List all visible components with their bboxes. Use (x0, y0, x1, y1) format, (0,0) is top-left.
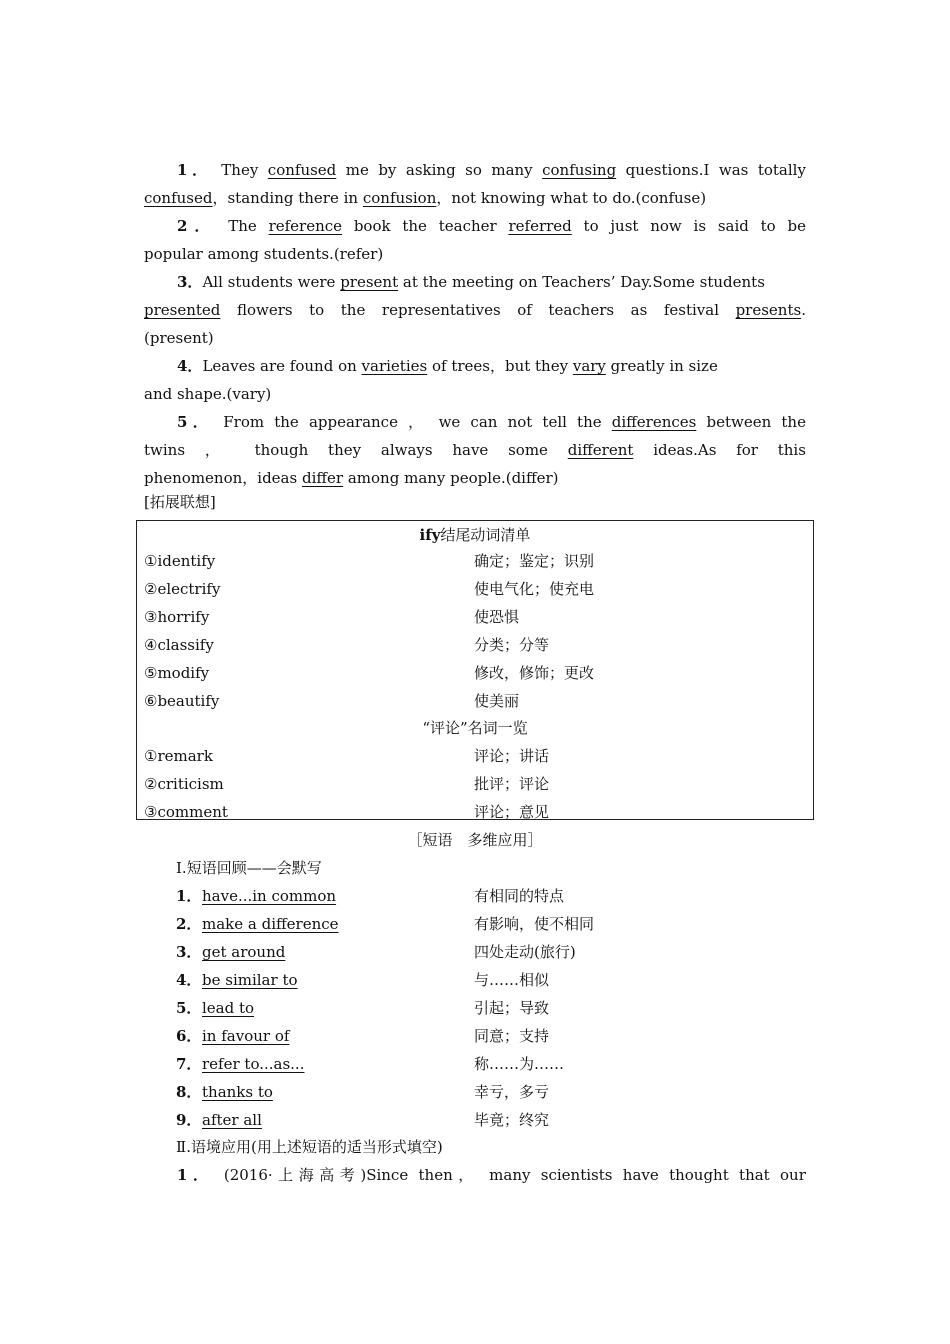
q1-line1: 1． They confused me by asking so many confusing questions.I was totally (177, 161, 806, 179)
q3-number: 3． (177, 273, 203, 291)
table-title-ify: ify结尾动词清单 (419, 526, 531, 544)
q5-line3: phenomenon，ideas differ among many people.(differ) (144, 469, 559, 487)
table-row: ①identify 确定；鉴定；识别 (144, 552, 595, 570)
table-row: ①remark 评论；讲话 (144, 747, 550, 765)
q2-line1: 2． The reference book the teacher referred to just now is said to be (177, 217, 806, 235)
q5-line1: 5． From the appearance ， we can not tell the differences between the (177, 413, 806, 431)
q3-answer-present: present (340, 273, 399, 291)
list-item: 8． thanks to 幸亏，多亏 (176, 1083, 550, 1101)
list-item: 3． get around 四处走动(旅行) (176, 943, 576, 961)
q5-answer-differences: differences (611, 413, 697, 431)
q1-answer-confusing: confusing (542, 161, 617, 179)
q5-answer-differ: differ (301, 469, 344, 487)
q3-answer-presents: presents (735, 301, 802, 319)
ify-verb-table (136, 520, 814, 820)
q1-line2: confused，standing there in confusion，not knowing what to do.(confuse) (144, 189, 707, 207)
q4-answer-varieties: varieties (361, 357, 428, 375)
q3-line2: presented flowers to the representatives of teachers as festival presents. (144, 301, 806, 319)
table-row: ③horrify 使恐惧 (144, 608, 520, 626)
list-item: 7． refer to...as... 称……为…… (176, 1055, 565, 1073)
q4-line2: and shape.(vary) (144, 385, 272, 403)
list-item: 5． lead to 引起；导致 (176, 999, 550, 1017)
part2-title: Ⅱ.语境应用(用上述短语的适当形式填空) (176, 1138, 443, 1156)
list-item: 4． be similar to 与……相似 (176, 971, 550, 989)
table-row: ④classify 分类；分等 (144, 636, 550, 654)
q3-line1: 3．All students were present at the meeting on Teachers’ Day.Some students (177, 273, 765, 291)
list-item: 1． have...in common 有相同的特点 (176, 887, 565, 905)
q2-line2: popular among students.(refer) (144, 245, 384, 263)
context-question-1: 1． (2016·上海高考)Since then， many scientists have thought that our (177, 1166, 806, 1184)
phrase-heading: ［短语 多维应用］ (407, 831, 543, 849)
table-row: ②criticism 批评；评论 (144, 775, 550, 793)
q3-answer-presented: presented (144, 301, 221, 319)
q3-line3: (present) (144, 329, 214, 347)
table-row: ⑥beautify 使美丽 (144, 692, 520, 710)
list-item: 6． in favour of 同意；支持 (176, 1027, 550, 1045)
q1-number: 1． (177, 161, 212, 179)
q4-number: 4． (177, 357, 203, 375)
list-item: 2． make a difference 有影响，使不相同 (176, 915, 595, 933)
q5-answer-different: different (567, 441, 634, 459)
table-row: ⑤modify 修改，修饰；更改 (144, 664, 595, 682)
table-row: ③comment 评论；意见 (144, 803, 550, 821)
q5-line2: twins ， though they always have some different ideas.As for this (144, 441, 806, 459)
q1-answer-confused-2: confused (144, 189, 213, 207)
q1-answer-confusion: confusion (362, 189, 437, 207)
q2-number: 2． (177, 217, 217, 235)
q2-answer-reference: reference (268, 217, 343, 235)
q5-number: 5． (177, 413, 214, 431)
list-item: 9． after all 毕竟；终究 (176, 1111, 550, 1129)
part1-title: Ⅰ.短语回顾——会默写 (176, 859, 322, 877)
table-row: ②electrify 使电气化；使充电 (144, 580, 595, 598)
q4-line1: 4．Leaves are found on varieties of trees，but they vary greatly in size (177, 357, 718, 375)
q4-answer-vary: vary (572, 357, 606, 375)
q1-answer-confused: confused (267, 161, 337, 179)
table-title-comment: “评论”名词一览 (422, 719, 528, 737)
q2-answer-referred: referred (508, 217, 572, 235)
expand-label: [拓展联想] (144, 493, 216, 511)
